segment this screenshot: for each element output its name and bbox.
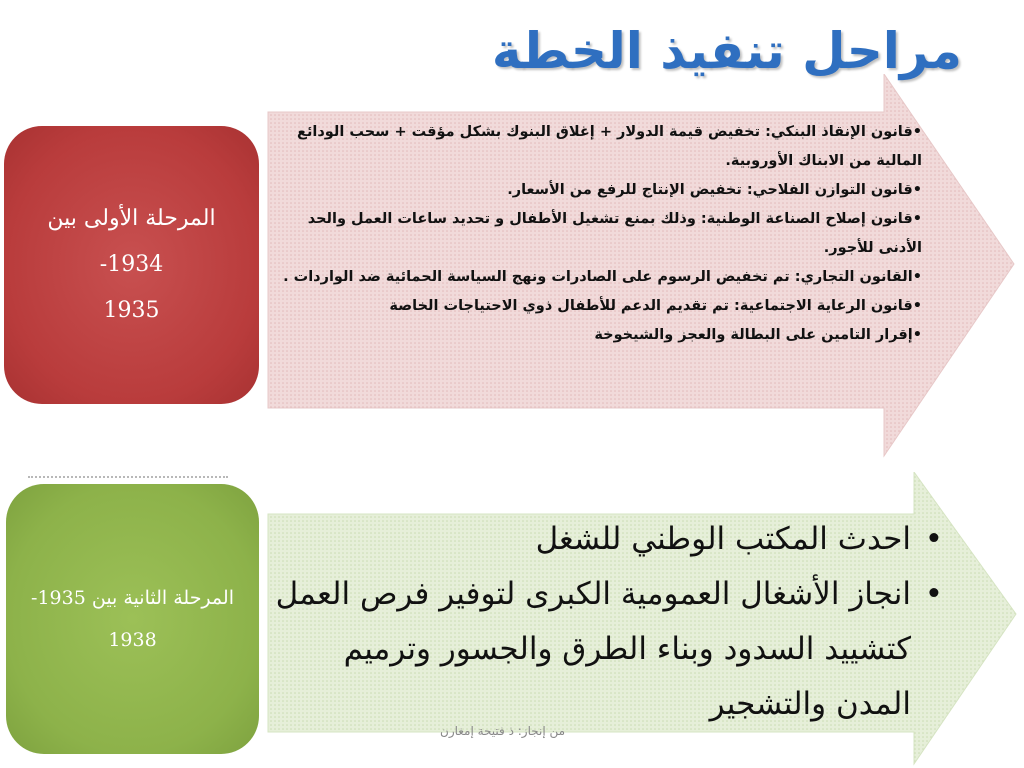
stage-2-years: 1938	[108, 629, 157, 651]
dotted-divider	[28, 476, 228, 480]
stage-2-measure: • احدث المكتب الوطني للشغل	[272, 512, 947, 567]
stage-1-measure: • قانون التوازن الفلاحي: تخفيض الإنتاج للرفع من الأسعار.	[272, 176, 922, 205]
stage-1-years: 1935	[103, 298, 160, 323]
stage-1-measures-list	[272, 118, 922, 350]
stage-1-box	[4, 126, 259, 404]
stage-1-measure: • قانون الرعاية الاجتماعية: تم تقديم الدعم للأطفال ذوي الاحتياجات الخاصة	[272, 292, 922, 321]
stage-1-measure: • قانون الإنقاذ البنكي: تخفيض قيمة الدولار + إغلاق البنوك بشكل مؤقت + سحب الودائع المالية من الابناك الأوروبية.	[272, 118, 922, 176]
stage-2-measures-list	[272, 512, 947, 732]
stage-1-measure: • القانون التجاري: تم تخفيض الرسوم على الصادرات ونهج السياسة الحمائية ضد الواردات .	[272, 263, 922, 292]
stage-1-measure: • إقرار التامين على البطالة والعجز والشيخوخة	[272, 321, 922, 350]
stage-1-measure: • قانون إصلاح الصناعة الوطنية: وذلك بمنع تشغيل الأطفال و تحديد ساعات العمل والحد الأدنى للأجور.	[272, 205, 922, 263]
author-credit: من إنجاز: ذ فتيحة إمغارن	[440, 724, 566, 738]
stage-2-label: المرحلة الثانية بين 1935-	[31, 587, 234, 609]
stage-1-label: المرحلة الأولى بين 1934-	[47, 206, 216, 277]
stage-2-box	[6, 484, 259, 754]
stage-2-measure: • انجاز الأشغال العمومية الكبرى لتوفير فرص العمل كتشييد السدود وبناء الطرق والجسور وترميم المدن والتشجير	[272, 567, 947, 732]
page-title: مراحل تنفيذ الخطة	[491, 22, 962, 80]
